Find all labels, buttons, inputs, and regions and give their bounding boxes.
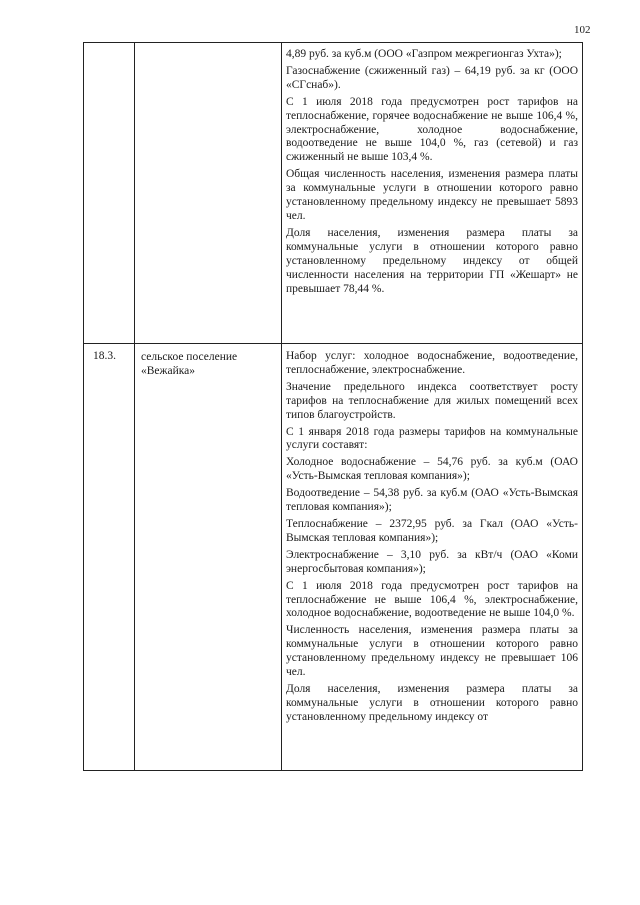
row-number: 18.3. (93, 350, 116, 362)
paragraph: Теплоснабжение – 2372,95 руб. за Гкал (ОАО «Усть-Вымская тепловая компания»); (286, 517, 578, 544)
settlement-name: сельское поселение «Вежайка» (141, 351, 238, 377)
page-number: 102 (574, 24, 591, 36)
paragraph: С 1 января 2018 года размеры тарифов на коммунальные услуги составят: (286, 425, 578, 452)
tariff-table (83, 42, 583, 771)
paragraph: 4,89 руб. за куб.м (ООО «Газпром межрегионгаз Ухта»); (286, 48, 562, 60)
paragraph: Значение предельного индекса соответствует росту тарифов на теплоснабжение для жилых помещений всех типов благоустройств. (286, 380, 578, 421)
paragraph: Набор услуг: холодное водоснабжение, водоотведение, теплоснабжение, электроснабжение. (286, 350, 578, 376)
settlement-description (286, 350, 578, 728)
paragraph: С 1 июля 2018 года предусмотрен рост тарифов на теплоснабжение не выше 106,4 %, электроснабжение, холодное водоснабжение, водоотведение не выше 104,0 %. (286, 579, 578, 620)
table-top-border (83, 42, 583, 43)
top-row-description (286, 48, 578, 299)
paragraph: Газоснабжение (сжиженный газ) – 64,19 руб. за кг (ООО «СГснаб»). (286, 64, 578, 91)
paragraph: Водоотведение – 54,38 руб. за куб.м (ОАО «Усть-Вымская тепловая компания»); (286, 487, 578, 514)
paragraph: С 1 июля 2018 года предусмотрен рост тарифов на теплоснабжение, горячее водоснабжение не выше 106,4 %, электроснабжение, холодное водоснабжение, водоотведение не выше 104,0 %, газ (сетевой) и газ сжиженный не выше 103,4 %. (286, 95, 578, 164)
column-divider-2 (281, 42, 282, 771)
paragraph: Общая численность населения, изменения размера платы за коммунальные услуги в отношении которого равно установленному предельному индексу не превышает 5893 чел. (286, 168, 578, 222)
table-left-border (83, 42, 84, 771)
table-right-border (582, 42, 583, 771)
column-divider-1 (134, 42, 135, 771)
row-divider (83, 343, 583, 344)
table-bottom-border (83, 770, 583, 771)
paragraph: Холодное водоснабжение – 54,76 руб. за куб.м (ОАО «Усть-Вымская тепловая компания»); (286, 456, 578, 483)
paragraph: Численность населения, изменения размера платы за коммунальные услуги в отношении которого равно установленному предельному индексу не превышает 106 чел. (286, 624, 578, 679)
paragraph: Доля населения, изменения размера платы за коммунальные услуги в отношении которого равно установленному предельному индексу от (286, 682, 578, 723)
paragraph: Электроснабжение – 3,10 руб. за кВт/ч (ОАО «Коми энергосбытовая компания»); (286, 548, 578, 575)
paragraph: Доля населения, изменения размера платы за коммунальные услуги в отношении которого равно установленному предельному индексу от общей численности населения на территории ГП «Жешарт» не превышает 78,44 %. (286, 226, 578, 295)
